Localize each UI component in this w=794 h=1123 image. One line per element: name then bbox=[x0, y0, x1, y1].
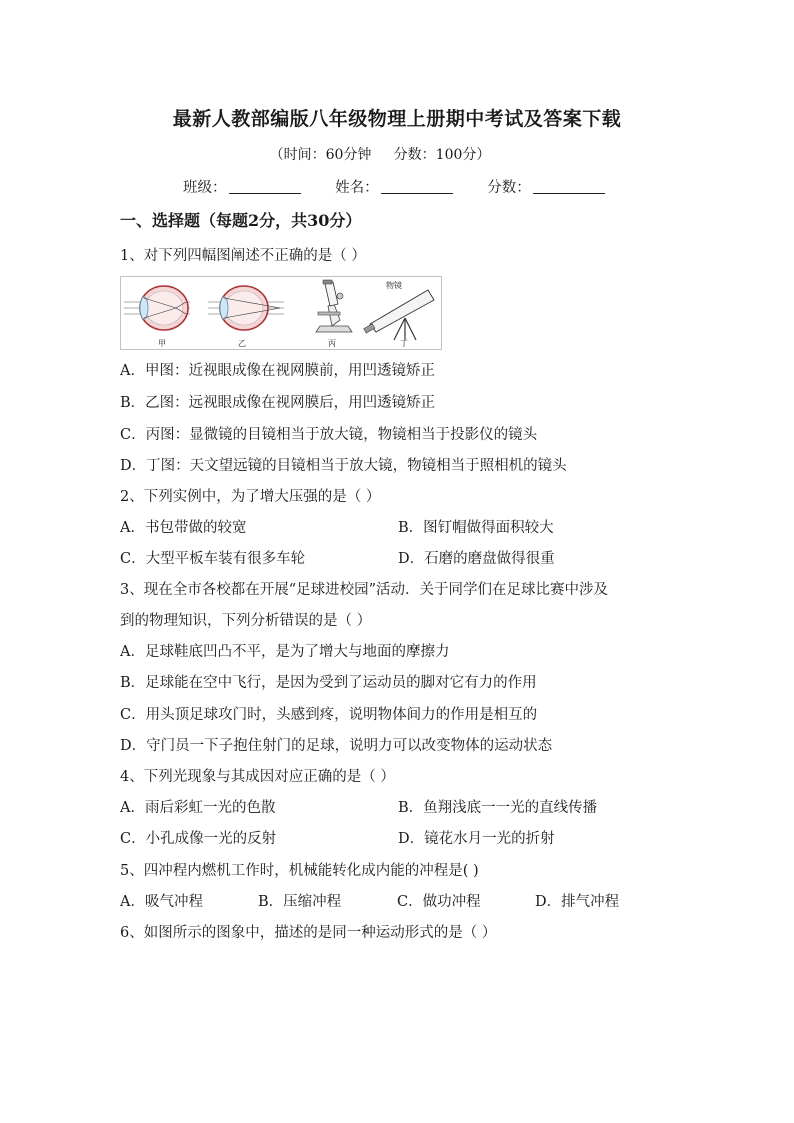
question-5-option-d: D．排气冲程 bbox=[535, 894, 620, 910]
telescope-diagram bbox=[364, 290, 434, 340]
question-5-option-b: B．压缩冲程 bbox=[258, 894, 342, 910]
question-3-option-d: D．守门员一下子抱住射门的足球，说明力可以改变物体的运动状态 bbox=[120, 738, 553, 754]
section-heading: 一、选择题（每题2分，共30分） bbox=[120, 211, 362, 230]
question-3-stem-line-1: 3、现在全市各校都在开展“足球进校园”活动．关于同学们在足球比赛中涉及 bbox=[120, 582, 609, 598]
question-5-option-a: A．吸气冲程 bbox=[120, 894, 203, 910]
question-3-option-b: B．足球能在空中飞行，是因为受到了运动员的脚对它有力的作用 bbox=[120, 675, 537, 691]
question-4-option-a: A．雨后彩虹一光的色散 bbox=[120, 800, 276, 816]
eye-diagram-jia bbox=[124, 286, 190, 330]
class-blank bbox=[229, 179, 301, 194]
question-2-stem: 2、下列实例中，为了增大压强的是（ ） bbox=[120, 489, 381, 505]
exam-time-score: （时间：60分钟 分数：100分） bbox=[269, 147, 491, 163]
question-5-stem: 5、四冲程内燃机工作时，机械能转化成内能的冲程是( ) bbox=[120, 863, 479, 879]
score-blank bbox=[533, 179, 605, 194]
question-2-option-d: D．石磨的磨盘做得很重 bbox=[398, 551, 555, 567]
name-blank bbox=[381, 179, 453, 194]
question-2-option-a: A．书包带做的较宽 bbox=[120, 520, 247, 536]
question-3-option-a: A．足球鞋底凹凸不平，是为了增大与地面的摩擦力 bbox=[120, 644, 450, 660]
question-3-stem-line-2: 到的物理知识，下列分析错误的是（ ） bbox=[120, 613, 372, 629]
student-info-row bbox=[183, 176, 635, 197]
question-3-option-c: C．用头顶足球攻门时，头感到疼，说明物体间力的作用是相互的 bbox=[120, 707, 538, 723]
figure-label-yi: 乙 bbox=[238, 339, 246, 348]
question-4-stem: 4、下列光现象与其成因对应正确的是（ ） bbox=[120, 769, 395, 785]
class-field bbox=[183, 176, 301, 197]
question-1-stem: 1、对下列四幅图阐述不正确的是（ ） bbox=[120, 248, 366, 264]
score-field bbox=[487, 176, 605, 197]
question-4-option-c: C．小孔成像一光的反射 bbox=[120, 831, 277, 847]
question-5-option-c: C．做功冲程 bbox=[397, 894, 481, 910]
figure-label-bing: 丙 bbox=[328, 339, 336, 348]
question-1-option-a: A．甲图：近视眼成像在视网膜前，用凹透镜矫正 bbox=[120, 363, 435, 379]
q1-figure bbox=[120, 276, 442, 350]
figure-label-ding: 丁 bbox=[400, 339, 408, 348]
figure-label-jia: 甲 bbox=[158, 339, 166, 348]
name-field bbox=[335, 176, 453, 197]
class-label: 班级： bbox=[183, 180, 227, 196]
eye-diagram-yi bbox=[208, 286, 284, 330]
question-1-option-d: D．丁图：天文望远镜的目镜相当于放大镜，物镜相当于照相机的镜头 bbox=[120, 458, 567, 474]
score-label: 分数： bbox=[487, 180, 531, 196]
page-title: 最新人教部编版八年级物理上册期中考试及答案下载 bbox=[172, 108, 622, 130]
question-4-option-b: B．鱼翔浅底一一光的直线传播 bbox=[398, 800, 598, 816]
question-2-option-c: C．大型平板车装有很多车轮 bbox=[120, 551, 306, 567]
question-4-option-d: D．镜花水月一光的折射 bbox=[398, 831, 555, 847]
microscope-diagram bbox=[316, 280, 352, 332]
question-2-option-b: B．图钉帽做得面积较大 bbox=[398, 520, 554, 536]
figure-label-objective: 物镜 bbox=[386, 281, 402, 290]
question-6-stem: 6、如图所示的图象中，描述的是同一种运动形式的是（ ） bbox=[120, 925, 497, 941]
name-label: 姓名： bbox=[335, 180, 379, 196]
question-1-option-c: C．丙图：显微镜的目镜相当于放大镜，物镜相当于投影仪的镜头 bbox=[120, 427, 538, 443]
question-1-option-b: B．乙图：远视眼成像在视网膜后，用凹透镜矫正 bbox=[120, 395, 436, 411]
